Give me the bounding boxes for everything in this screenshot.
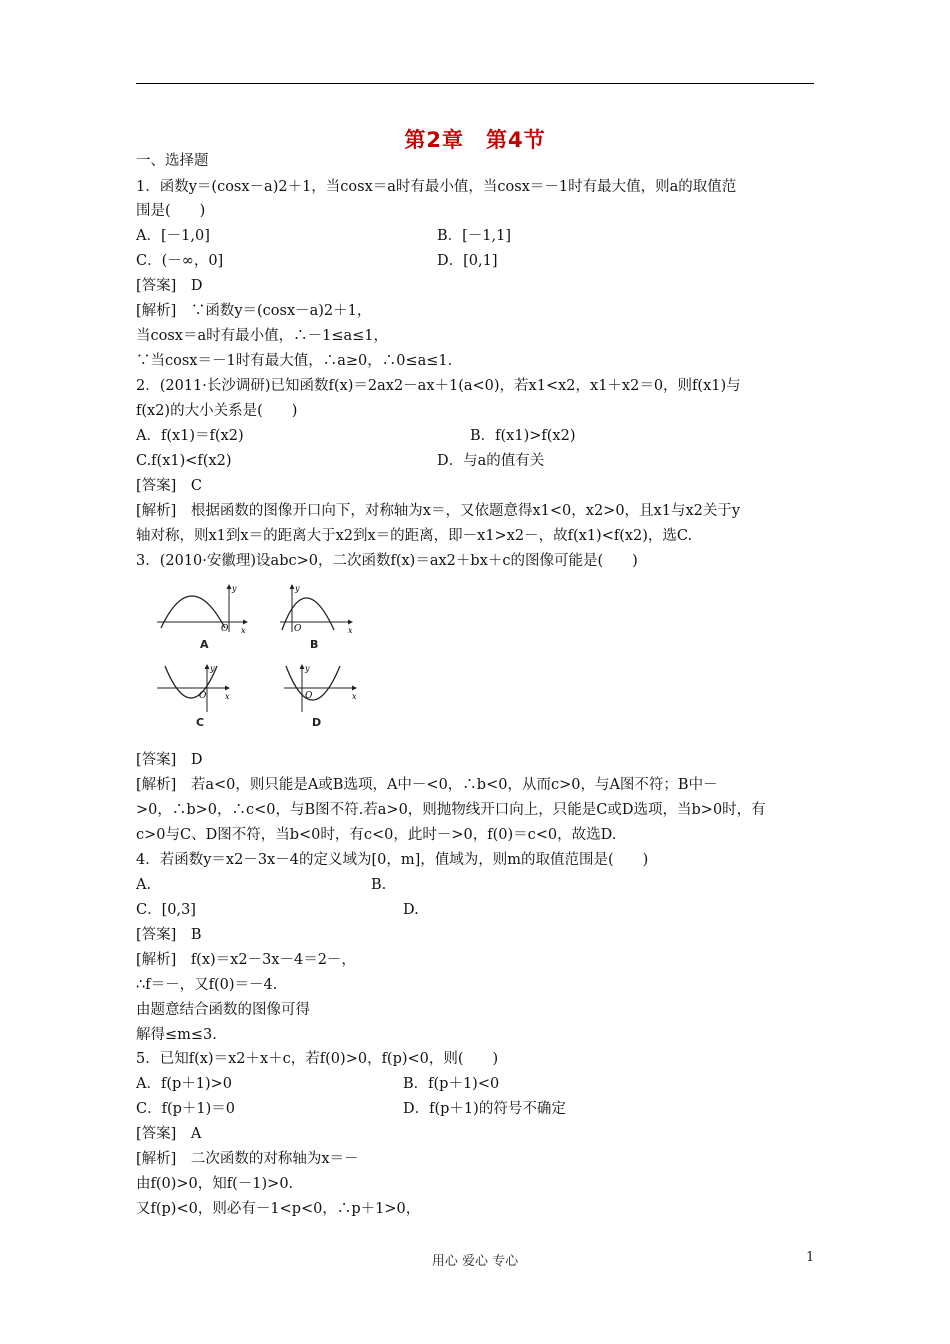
q3-analysis-line: c>0与C、D图不符，当b<0时，有c<0，此时－>0，f(0)＝c<0，故选D. bbox=[136, 827, 617, 843]
q4-analysis: [解析] f(x)＝x2－3x－4＝2－， bbox=[136, 952, 356, 968]
x-axis-label: x bbox=[352, 692, 357, 701]
q1-analysis-line: 当cosx＝a时有最小值，∴－1≤a≤1， bbox=[136, 328, 389, 344]
origin-label: O bbox=[294, 624, 302, 634]
q2-option-a: A．f(x1)＝f(x2) bbox=[136, 428, 244, 444]
q5-answer: [答案] A bbox=[136, 1126, 202, 1142]
graph-d bbox=[282, 662, 377, 714]
origin-label: O bbox=[305, 691, 313, 701]
q4-analysis-line: 解得≤m≤3. bbox=[136, 1027, 217, 1043]
section-heading: 一、选择题 bbox=[136, 153, 209, 169]
q2-stem-cont: f(x2)的大小关系是( ) bbox=[136, 403, 298, 419]
graph-b-label: B bbox=[310, 638, 319, 651]
graph-a bbox=[155, 582, 250, 634]
q4-answer: [答案] B bbox=[136, 927, 202, 943]
q3-figure bbox=[150, 578, 370, 728]
y-axis-label: y bbox=[232, 584, 237, 593]
q1-stem-cont: 围是( ) bbox=[136, 203, 206, 219]
y-axis-label: y bbox=[210, 664, 215, 673]
q5-analysis-line: 由f(0)>0，知f(－1)>0. bbox=[136, 1176, 294, 1192]
q2-option-b: B．f(x1)>f(x2) bbox=[470, 428, 576, 444]
q3-stem: 3．(2010·安徽理)设abc>0，二次函数f(x)＝ax2＋bx＋c的图像可能是( ) bbox=[136, 553, 638, 569]
q2-analysis-line: 轴对称，则x1到x＝的距离大于x2到x＝的距离，即－x1>x2－，故f(x1)<f(x2)，选C. bbox=[136, 528, 693, 544]
q1-analysis-line: ∵当cosx＝－1时有最大值，∴a≥0，∴0≤a≤1. bbox=[136, 353, 453, 369]
q4-analysis-line: 由题意结合函数的图像可得 bbox=[136, 1002, 310, 1018]
q3-answer: [答案] D bbox=[136, 752, 203, 768]
q1-answer: [答案] D bbox=[136, 278, 203, 294]
y-axis-label: y bbox=[295, 584, 300, 593]
q5-analysis-line: 又f(p)<0，则必有－1<p<0，∴p＋1>0， bbox=[136, 1201, 421, 1217]
q5-option-d: D．f(p＋1)的符号不确定 bbox=[403, 1101, 566, 1117]
q4-stem: 4．若函数y＝x2－3x－4的定义域为[0，m]，值域为，则m的取值范围是( ) bbox=[136, 852, 649, 868]
x-axis-label: x bbox=[225, 692, 230, 701]
x-axis-label: x bbox=[241, 626, 246, 634]
q2-option-c: C.f(x1)<f(x2) bbox=[136, 453, 232, 469]
header-rule bbox=[136, 83, 814, 84]
graph-a-label: A bbox=[200, 638, 209, 651]
q5-option-c: C．f(p＋1)＝0 bbox=[136, 1101, 236, 1117]
y-axis-label: y bbox=[305, 664, 310, 673]
graph-c bbox=[155, 662, 250, 714]
origin-label: O bbox=[221, 624, 229, 634]
q5-option-a: A．f(p＋1)>0 bbox=[136, 1076, 233, 1092]
q4-option-b: B. bbox=[371, 877, 387, 893]
q4-option-a: A. bbox=[136, 877, 152, 893]
q5-analysis: [解析] 二次函数的对称轴为x＝－ bbox=[136, 1151, 359, 1167]
q1-stem: 1．函数y＝(cosx－a)2＋1，当cosx＝a时有最小值，当cosx＝－1时有最大值，则a的取值范 bbox=[136, 179, 737, 195]
q3-analysis: [解析] 若a<0，则只能是A或B选项，A中－<0，∴b<0，从而c>0，与A图不符；B中－ bbox=[136, 777, 718, 793]
graph-c-label: C bbox=[196, 716, 205, 729]
graph-b bbox=[278, 582, 373, 634]
page-number: 1 bbox=[806, 1250, 815, 1265]
q1-analysis: [解析] ∵函数y＝(cosx－a)2＋1， bbox=[136, 303, 372, 319]
q1-option-d: D．[0,1] bbox=[437, 253, 498, 269]
origin-label: O bbox=[199, 691, 207, 701]
footer-text: 用心 爱心 专心 bbox=[431, 1254, 519, 1269]
q2-stem: 2．(2011·长沙调研)已知函数f(x)＝2ax2－ax＋1(a<0)，若x1<x2，x1＋x2＝0，则f(x1)与 bbox=[136, 378, 741, 394]
q3-analysis-line: >0，∴b>0，∴c<0，与B图不符.若a>0，则抛物线开口向上，只能是C或D选项，当b>0时，有 bbox=[136, 802, 766, 818]
q1-option-a: A．[－1,0] bbox=[136, 228, 210, 244]
q2-answer: [答案] C bbox=[136, 478, 202, 494]
q1-option-c: C．(－∞，0] bbox=[136, 253, 224, 269]
q5-stem: 5．已知f(x)＝x2＋x＋c，若f(0)>0，f(p)<0，则( ) bbox=[136, 1051, 499, 1067]
q2-analysis: [解析] 根据函数的图像开口向下，对称轴为x＝，又依题意得x1<0，x2>0，且x1与x2关于y bbox=[136, 503, 741, 519]
graph-d-label: D bbox=[312, 716, 322, 729]
page-title: 第2章 第4节 bbox=[404, 128, 546, 152]
q2-option-d: D．与a的值有关 bbox=[437, 453, 545, 469]
q4-option-c: C．[0,3] bbox=[136, 902, 196, 918]
q4-option-d: D. bbox=[403, 902, 419, 918]
q4-analysis-line: ∴f＝－，又f(0)＝－4. bbox=[136, 977, 278, 993]
q5-option-b: B．f(p＋1)<0 bbox=[403, 1076, 500, 1092]
q1-option-b: B．[－1,1] bbox=[437, 228, 512, 244]
x-axis-label: x bbox=[348, 626, 353, 634]
